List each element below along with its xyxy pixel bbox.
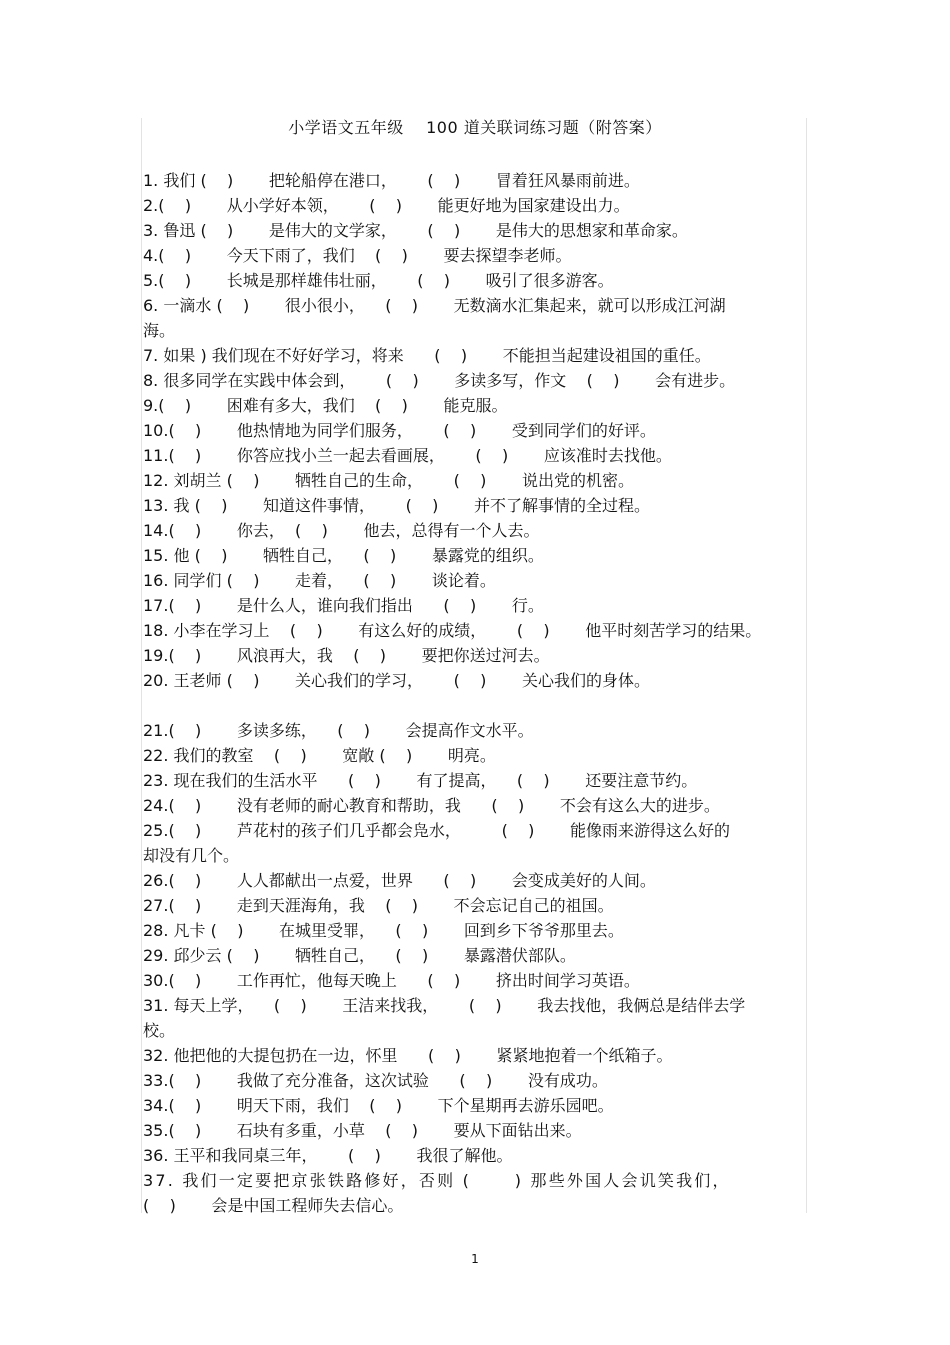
exercise-line: 12. 刘胡兰 ( ) 牺牲自己的生命， ( ) 说出党的机密。 — [143, 471, 634, 490]
document-title: 小学语文五年级 100 道关联词练习题（附答案） — [288, 118, 662, 137]
exercise-line: 17.( ) 是什么人，谁向我们指出 ( ) 行。 — [143, 596, 544, 615]
exercise-line: ( ) 会是中国工程师失去信心。 — [143, 1196, 404, 1215]
exercise-line: 10.( ) 他热情地为同学们服务， ( ) 受到同学们的好评。 — [143, 421, 656, 440]
page-number: 1 — [471, 1252, 479, 1266]
exercise-line: 3. 鲁迅 ( ) 是伟大的文学家， ( ) 是伟大的思想家和革命家。 — [143, 221, 688, 240]
exercise-line: 24.( ) 没有老师的耐心教育和帮助，我 ( ) 不会有这么大的进步。 — [143, 796, 720, 815]
exercise-line: 28. 凡卡 ( ) 在城里受罪， ( ) 回到乡下爷爷那里去。 — [143, 921, 624, 940]
exercise-line: 33.( ) 我做了充分准备，这次试验 ( ) 没有成功。 — [143, 1071, 608, 1090]
exercise-line: 校。 — [143, 1021, 176, 1040]
exercise-line: 15. 他 ( ) 牺牲自己， ( ) 暴露党的组织。 — [143, 546, 544, 565]
exercise-line: 13. 我 ( ) 知道这件事情， ( ) 并不了解事情的全过程。 — [143, 496, 650, 515]
exercise-line: 6. 一滴水 ( ) 很小很小， ( ) 无数滴水汇集起来，就可以形成江河湖 — [143, 296, 726, 315]
exercise-line: 8. 很多同学在实践中体会到， ( ) 多读多写，作文 ( ) 会有进步。 — [143, 371, 736, 390]
exercise-line: 35.( ) 石块有多重，小草 ( ) 要从下面钻出来。 — [143, 1121, 582, 1140]
exercise-line: 海。 — [143, 321, 176, 340]
exercise-line: 25.( ) 芦花村的孩子们几乎都会凫水， ( ) 能像雨来游得这么好的 — [143, 821, 730, 840]
exercise-line: 2.( ) 从小学好本领， ( ) 能更好地为国家建设出力。 — [143, 196, 630, 215]
exercise-line: 34.( ) 明天下雨，我们 ( ) 下个星期再去游乐园吧。 — [143, 1096, 614, 1115]
exercise-line: 21.( ) 多读多练， ( ) 会提高作文水平。 — [143, 721, 534, 740]
exercise-line: 16. 同学们 ( ) 走着， ( ) 谈论着。 — [143, 571, 496, 590]
right-margin-line — [806, 118, 807, 1213]
exercise-line: 22. 我们的教室 ( ) 宽敞 ( ) 明亮。 — [143, 746, 496, 765]
exercise-line: 1. 我们 ( ) 把轮船停在港口， ( ) 冒着狂风暴雨前进。 — [143, 171, 640, 190]
exercise-line: 7. 如果 ) 我们现在不好好学习，将来 ( ) 不能担当起建设祖国的重任。 — [143, 346, 711, 365]
exercise-line: 29. 邱少云 ( ) 牺牲自己， ( ) 暴露潜伏部队。 — [143, 946, 576, 965]
exercise-line: 9.( ) 困难有多大，我们 ( ) 能克服。 — [143, 396, 508, 415]
exercise-line: 23. 现在我们的生活水平 ( ) 有了提高， ( ) 还要注意节约。 — [143, 771, 698, 790]
exercise-line: 19.( ) 风浪再大，我 ( ) 要把你送过河去。 — [143, 646, 550, 665]
exercise-line: 20. 王老师 ( ) 关心我们的学习， ( ) 关心我们的身体。 — [143, 671, 650, 690]
exercise-line: 却没有几个。 — [143, 846, 240, 865]
exercise-line: 30.( ) 工作再忙，他每天晚上 ( ) 挤出时间学习英语。 — [143, 971, 640, 990]
exercise-list — [143, 168, 803, 1218]
exercise-line: 14.( ) 你去， ( ) 他去，总得有一个人去。 — [143, 521, 540, 540]
exercise-line: 26.( ) 人人都献出一点爱，世界 ( ) 会变成美好的人间。 — [143, 871, 656, 890]
exercise-line: 32. 他把他的大提包扔在一边，怀里 ( ) 紧紧地抱着一个纸箱子。 — [143, 1046, 673, 1065]
exercise-line: 37. 我们一定要把京张铁路修好，否则 ( ) 那些外国人会讥笑我们， — [143, 1171, 731, 1190]
exercise-line: 27.( ) 走到天涯海角，我 ( ) 不会忘记自己的祖国。 — [143, 896, 614, 915]
exercise-line: 11.( ) 你答应找小兰一起去看画展， ( ) 应该准时去找他。 — [143, 446, 672, 465]
exercise-line: 31. 每天上学， ( ) 王洁来找我， ( ) 我去找他，我俩总是结伴去学 — [143, 996, 746, 1015]
blank-line — [143, 693, 803, 718]
exercise-line: 5.( ) 长城是那样雄伟壮丽， ( ) 吸引了很多游客。 — [143, 271, 614, 290]
exercise-line: 18. 小李在学习上 ( ) 有这么好的成绩， ( ) 他平时刻苦学习的结果。 — [143, 621, 762, 640]
exercise-line: 36. 王平和我同桌三年， ( ) 我很了解他。 — [143, 1146, 513, 1165]
left-margin-line — [141, 118, 142, 1213]
exercise-line: 4.( ) 今天下雨了，我们 ( ) 要去探望李老师。 — [143, 246, 572, 265]
